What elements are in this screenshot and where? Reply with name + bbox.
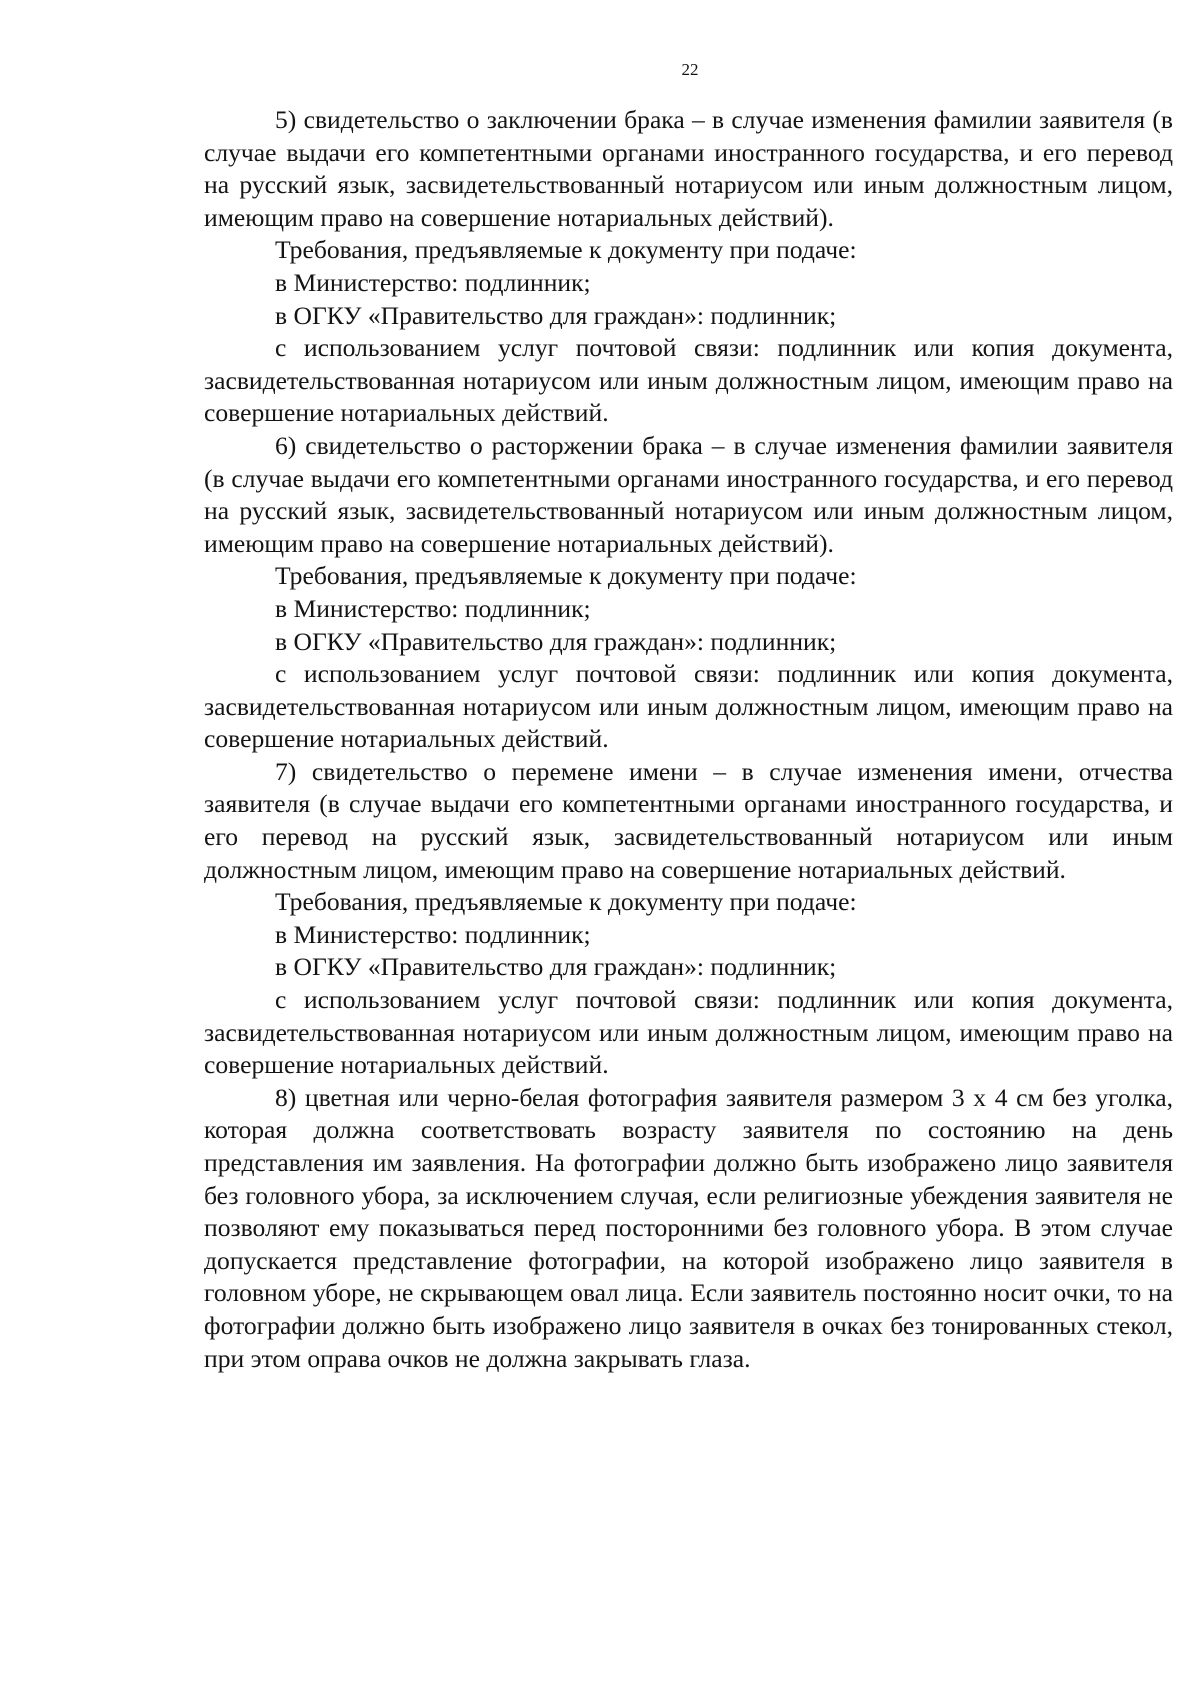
requirement-ministry: в Министерство: подлинник; [275, 593, 591, 623]
requirement-ministry: в Министерство: подлинник; [275, 267, 591, 297]
paragraph-item-7-name-change-certificate: 7) свидетельство о перемене имени – в случае изменения имени, отчества заявителя (в случае выдачи его компетентными органами иностранного государства, и его перевод на русский язык, засвидетельствованный нотариусом или иным должностным лицом, имеющим право на совершение нотариальных действий. [204, 756, 1173, 884]
requirements-heading: Требования, предъявляемые к документу при подаче: [275, 887, 857, 917]
paragraph-item-8-photo: 8) цветная или черно-белая фотография заявителя размером 3 х 4 см без уголка, которая должна соответствовать возрасту заявителя по состоянию на день представления им заявления. На фотографии должно быть изображено лицо заявителя без головного убора, за исключением случая, если религиозные убеждения заявителя не позволяют ему показываться перед посторонними без головного убора. В этом случае допускается представление фотографии, на которой изображено лицо заявителя в головном уборе, не скрывающем овал лица. Если заявитель постоянно носит очки, то на фотографии должно быть изображено лицо заявителя в очках без тонированных стекол, при этом оправа очков не должна закрывать глаза. [204, 1082, 1173, 1373]
requirement-postal: с использованием услуг почтовой связи: подлинник или копия документа, засвидетельствованная нотариусом или иным должностным лицом, имеющим право на совершение нотариальных действий. [204, 659, 1173, 754]
document-body [204, 104, 1173, 1375]
requirement-ministry: в Министерство: подлинник; [275, 919, 591, 949]
requirement-ogku: в ОГКУ «Правительство для граждан»: подлинник; [275, 952, 837, 982]
paragraph-item-6-divorce-certificate: 6) свидетельство о расторжении брака – в случае изменения фамилии заявителя (в случае выдачи его компетентными органами иностранного государства, и его перевод на русский язык, засвидетельствованный нотариусом или иным должностным лицом, имеющим право на совершение нотариальных действий). [204, 430, 1173, 558]
requirements-heading: Требования, предъявляемые к документу при подаче: [275, 561, 857, 591]
requirement-postal: с использованием услуг почтовой связи: подлинник или копия документа, засвидетельствованная нотариусом или иным должностным лицом, имеющим право на совершение нотариальных действий. [204, 333, 1173, 428]
page-number: 22 [681, 60, 699, 79]
requirements-heading: Требования, предъявляемые к документу при подаче: [275, 235, 857, 265]
requirement-ogku: в ОГКУ «Правительство для граждан»: подлинник; [275, 300, 837, 330]
paragraph-item-5-marriage-certificate: 5) свидетельство о заключении брака – в случае изменения фамилии заявителя (в случае выдачи его компетентными органами иностранного государства, и его перевод на русский язык, засвидетельствованный нотариусом или иным должностным лицом, имеющим право на совершение нотариальных действий). [204, 105, 1173, 232]
requirement-postal: с использованием услуг почтовой связи: подлинник или копия документа, засвидетельствованная нотариусом или иным должностным лицом, имеющим право на совершение нотариальных действий. [204, 985, 1173, 1080]
requirement-ogku: в ОГКУ «Правительство для граждан»: подлинник; [275, 626, 837, 656]
